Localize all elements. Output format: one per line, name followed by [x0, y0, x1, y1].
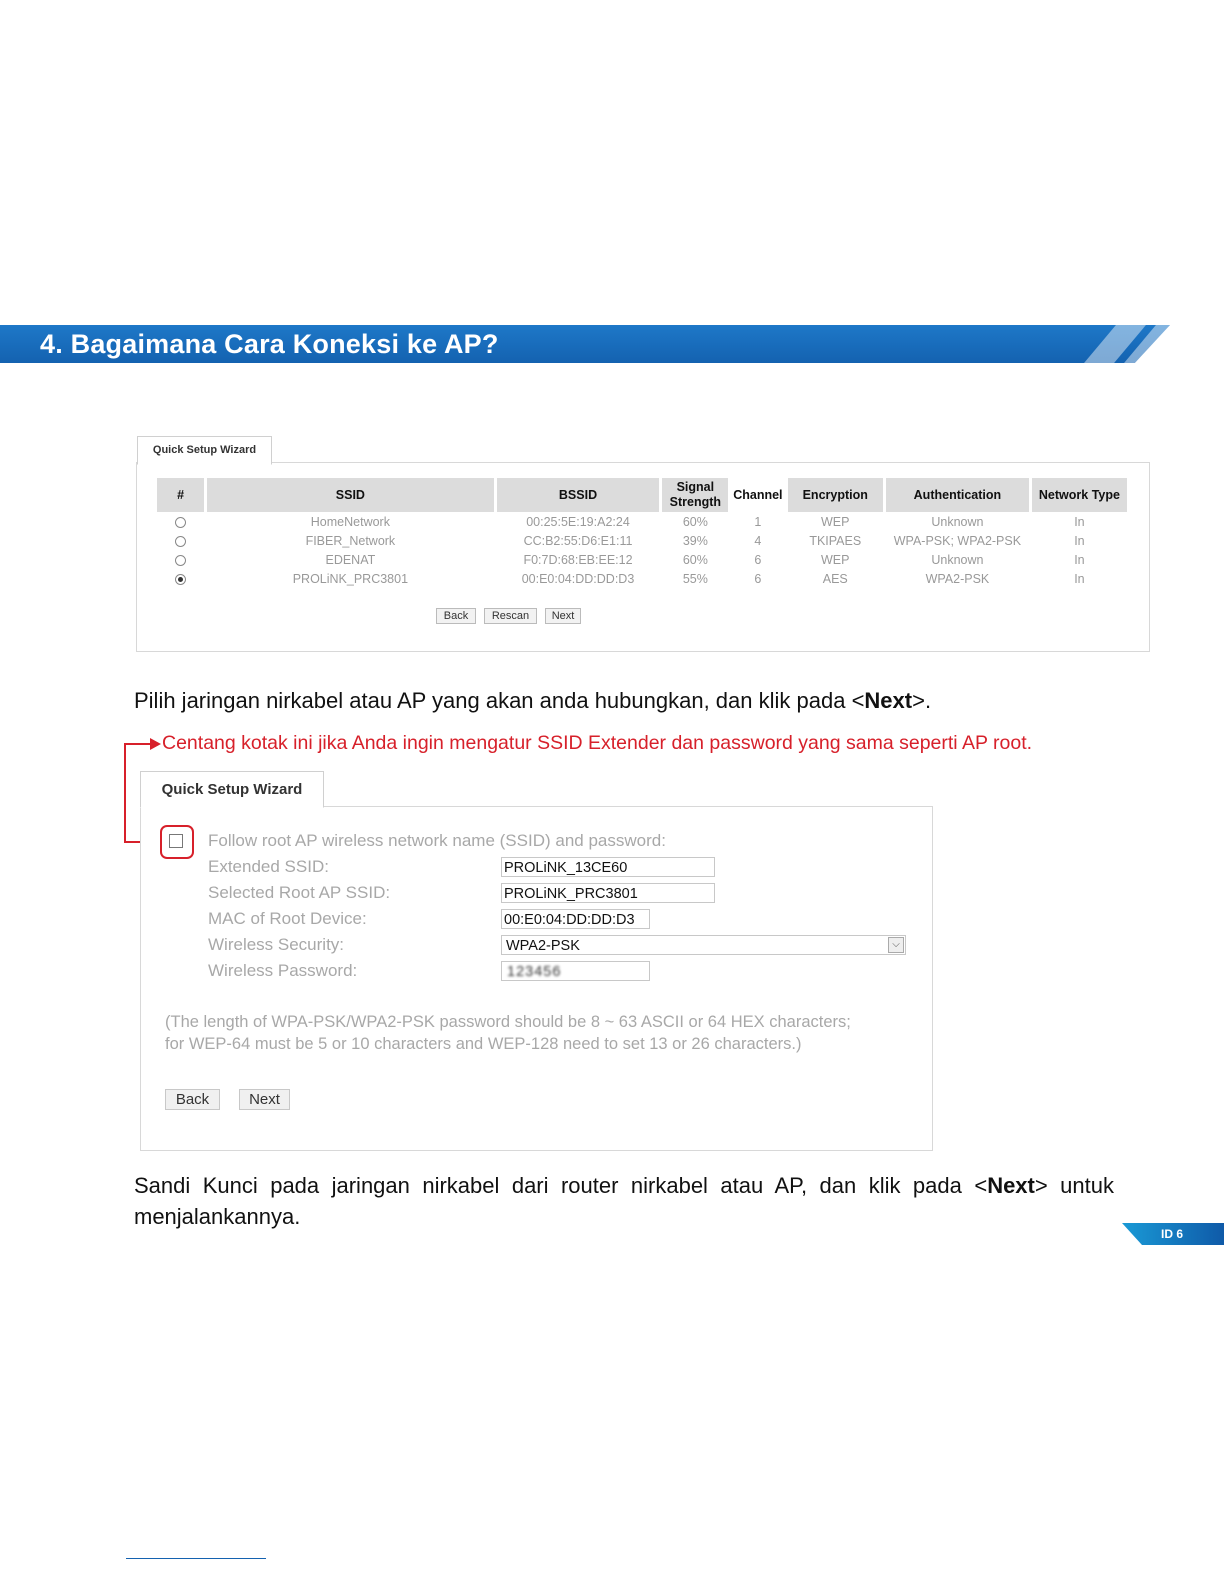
- radio-icon[interactable]: [175, 536, 186, 547]
- checkbox-note: Centang kotak ini jika Anda ingin mengatur SSID Extender dan password yang sama seperti AP root.: [162, 732, 1033, 754]
- section-title: 4. Bagaimana Cara Koneksi ke AP?: [40, 329, 499, 359]
- security-select[interactable]: [501, 935, 906, 955]
- cell-bssid: 00:25:5E:19:A2:24: [526, 514, 630, 529]
- mac-label: MAC of Root Device:: [208, 909, 367, 928]
- cell-authentication: WPA2-PSK: [925, 571, 990, 586]
- cell-encryption: AES: [822, 571, 848, 586]
- rescan-button[interactable]: Rescan: [484, 608, 537, 624]
- cell-channel: 6: [754, 552, 762, 567]
- wizard-tab[interactable]: Quick Setup Wizard: [137, 436, 272, 465]
- cell-network-type: In: [1074, 514, 1085, 529]
- extended-ssid-label: Extended SSID:: [208, 857, 329, 876]
- password-label: Wireless Password:: [208, 961, 358, 980]
- follow-root-label: Follow root AP wireless network name (SSID) and password:: [208, 831, 666, 850]
- password-input[interactable]: [501, 961, 650, 981]
- arrow-right-icon: [150, 738, 161, 750]
- caption-enter-key-line2: menjalankannya.: [134, 1204, 301, 1229]
- wizard-tab[interactable]: Quick Setup Wizard: [140, 771, 324, 808]
- note-connector: [124, 743, 126, 843]
- cell-bssid: F0:7D:68:EB:EE:12: [523, 552, 633, 567]
- radio-selected-icon[interactable]: [175, 574, 186, 585]
- chevron-down-icon[interactable]: ⌵: [888, 937, 904, 953]
- table-row[interactable]: [157, 531, 1127, 550]
- col-ssid: SSID: [207, 478, 493, 512]
- cell-bssid: 00:E0:04:DD:DD:D3: [521, 571, 635, 586]
- cell-channel: 1: [754, 514, 762, 529]
- follow-root-checkbox[interactable]: [169, 834, 183, 848]
- col-index: #: [157, 478, 204, 512]
- security-label: Wireless Security:: [208, 935, 345, 954]
- cell-authentication: Unknown: [931, 514, 984, 529]
- table-row[interactable]: [157, 569, 1127, 588]
- footer-divider: [126, 1558, 266, 1559]
- back-button[interactable]: Back: [436, 608, 476, 624]
- cell-encryption: TKIPAES: [809, 533, 862, 548]
- root-ssid-input[interactable]: PROLiNK_PRC3801: [501, 883, 715, 903]
- next-button[interactable]: Next: [239, 1089, 290, 1110]
- table-row[interactable]: [157, 512, 1127, 531]
- cell-signal: 55%: [682, 571, 708, 586]
- cell-encryption: WEP: [821, 552, 850, 567]
- cell-ssid: PROLiNK_PRC3801: [292, 571, 409, 586]
- cell-network-type: In: [1074, 552, 1085, 567]
- row-radio[interactable]: [157, 550, 204, 569]
- security-select-value: WPA2-PSK: [506, 938, 580, 954]
- row-radio[interactable]: [157, 531, 204, 550]
- cell-channel: 4: [754, 533, 762, 548]
- cell-authentication: Unknown: [931, 552, 984, 567]
- extended-ssid-input[interactable]: PROLiNK_13CE60: [501, 857, 715, 877]
- row-radio[interactable]: [157, 569, 204, 588]
- col-bssid: BSSID: [497, 478, 660, 512]
- cell-network-type: In: [1074, 533, 1085, 548]
- cell-channel: 6: [754, 571, 762, 586]
- password-hint: for WEP-64 must be 5 or 10 characters and WEP-128 need to set 13 or 26 characters.): [165, 1035, 802, 1053]
- col-channel: Channel: [731, 478, 784, 512]
- next-button[interactable]: Next: [545, 608, 581, 624]
- back-button[interactable]: Back: [165, 1089, 220, 1110]
- row-radio[interactable]: [157, 512, 204, 531]
- cell-ssid: HomeNetwork: [310, 514, 390, 529]
- col-authentication: Authentication: [886, 478, 1029, 512]
- root-ssid-label: Selected Root AP SSID:: [208, 883, 391, 902]
- radio-icon[interactable]: [175, 555, 186, 566]
- cell-signal: 60%: [682, 552, 708, 567]
- table-row[interactable]: [157, 550, 1127, 569]
- cell-signal: 60%: [682, 514, 708, 529]
- cell-network-type: In: [1074, 571, 1085, 586]
- col-encryption: Encryption: [788, 478, 883, 512]
- col-signal: Signal Strength: [662, 478, 728, 512]
- radio-icon[interactable]: [175, 517, 186, 528]
- cell-signal: 39%: [682, 533, 708, 548]
- cell-authentication: WPA-PSK; WPA2-PSK: [893, 533, 1022, 548]
- cell-bssid: CC:B2:55:D6:E1:11: [523, 533, 633, 548]
- scan-table: [154, 478, 1130, 588]
- caption-enter-key: Sandi Kunci pada jaringan nirkabel dari router nirkabel atau AP, dan klik pada <Next> untuk: [134, 1173, 1114, 1198]
- cell-encryption: WEP: [821, 514, 850, 529]
- password-hint: (The length of WPA-PSK/WPA2-PSK password should be 8 ~ 63 ASCII or 64 HEX characters;: [165, 1013, 851, 1031]
- cell-ssid: EDENAT: [325, 552, 376, 567]
- col-network-type: Network Type: [1032, 478, 1127, 512]
- cell-ssid: FIBER_Network: [305, 533, 396, 548]
- password-value: 123456: [507, 964, 562, 980]
- mac-input[interactable]: 00:E0:04:DD:DD:D3: [501, 909, 650, 929]
- page-number: ID 6: [1161, 1227, 1184, 1241]
- caption-select-network: Pilih jaringan nirkabel atau AP yang akan anda hubungkan, dan klik pada <Next>.: [134, 688, 932, 713]
